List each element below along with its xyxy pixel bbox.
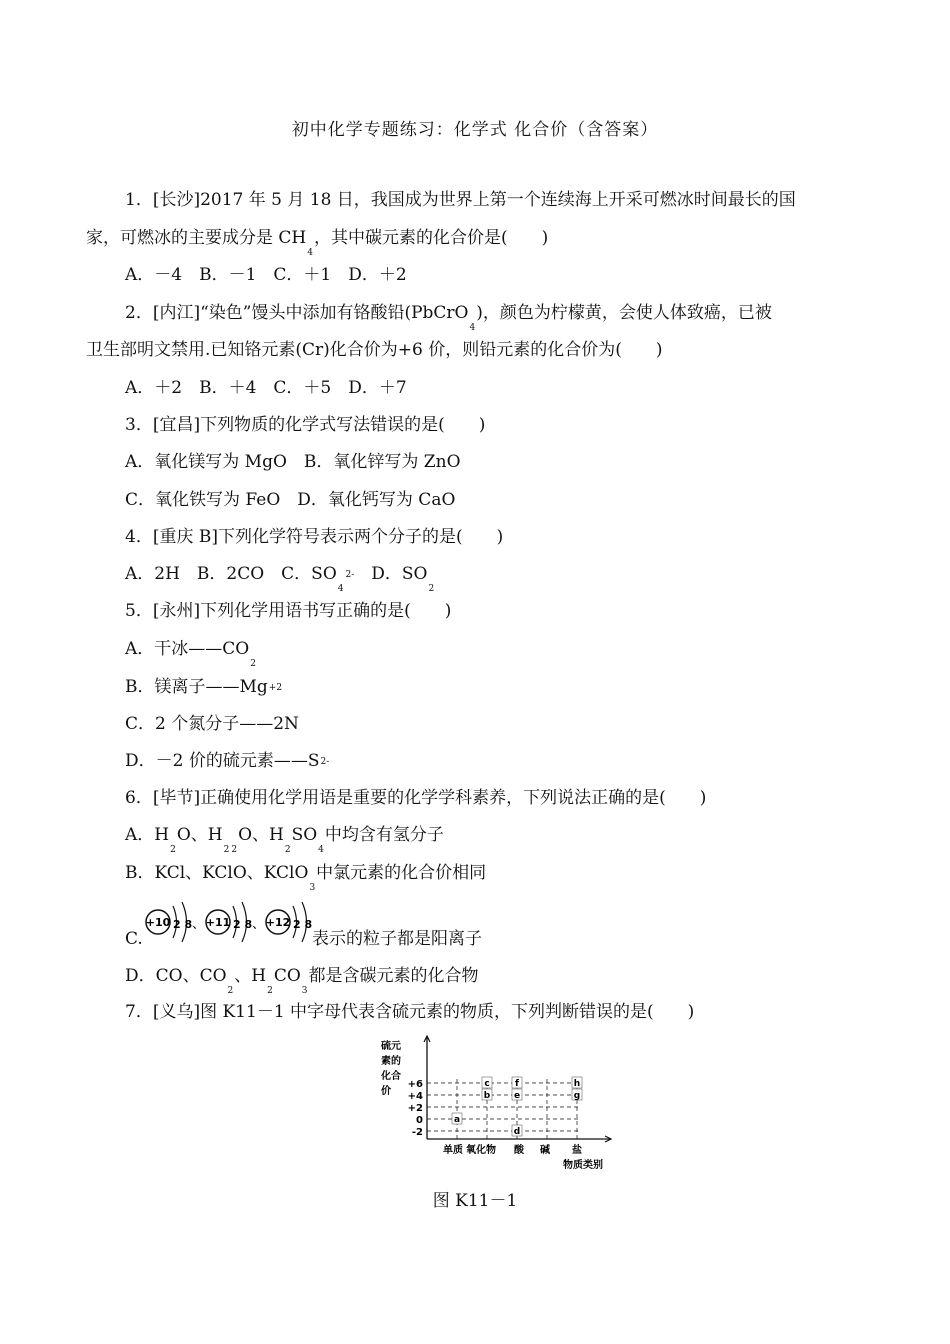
y-tick-label: -2: [411, 1127, 423, 1138]
x-category-label: 盐: [572, 1145, 582, 1156]
q2-line2: 卫生部明文禁用.已知铬元素(Cr)化合价为+6 价，则铅元素的化合价为( ): [86, 340, 663, 360]
y-tick-label: +4: [407, 1091, 423, 1102]
q2-options: A．＋2 B．＋4 C．＋5 D．＋7: [125, 378, 407, 398]
q5-option-c: C．2 个氮分子——2N: [125, 714, 299, 734]
q6-option-b: B．KCl、KClO、KClO$_3$中氯元素的化合价相同: [125, 863, 487, 893]
point-label-h: h: [573, 1079, 581, 1089]
shell-electrons-2: 2 8: [233, 918, 253, 931]
separator-2: 、: [252, 917, 266, 932]
sulfur-valence-chart: [375, 1035, 625, 1175]
q2-line1: 2．[内江]“染色”馒头中添加有铬酸铅(PbCrO$_4$)，颜色为柠檬黄，会使人体致癌，已被: [125, 303, 772, 333]
shell-electrons-1: 2 8: [173, 918, 193, 931]
q6-option-c-label: C.: [125, 929, 143, 949]
atom-diagram-2: [206, 902, 252, 942]
y-tick-label: +2: [407, 1103, 423, 1114]
q7-stem: 7．[义乌]图 K11－1 中字母代表含硫元素的物质，下列判断错误的是( ): [125, 1002, 695, 1022]
q1-options: A．－4 B．－1 C．＋1 D．＋2: [125, 265, 407, 285]
x-category-label: 酸: [514, 1145, 524, 1156]
q6-option-d: D．CO、$CO_2$、$H_2CO_3$都是含碳元素的化合物: [125, 966, 479, 996]
q1-line1: 1．[长沙]2017 年 5 月 18 日，我国成为世界上第一个连续海上开采可燃冰时间最长的国: [125, 190, 796, 210]
point-label-g: g: [573, 1091, 581, 1101]
q4-stem: 4．[重庆 B]下列化学符号表示两个分子的是( ): [125, 527, 504, 547]
q5-option-d: D．－2 价的硫元素——S2-: [125, 751, 330, 771]
q6-option-c-text: 表示的粒子都是阳离子: [312, 929, 482, 949]
atom-diagram-1: [146, 902, 192, 942]
y-tick-label: 0: [416, 1115, 423, 1126]
q3-stem: 3．[宜昌]下列物质的化学式写法错误的是( ): [125, 415, 486, 435]
point-label-f: f: [515, 1079, 519, 1089]
point-label-a: a: [453, 1115, 461, 1125]
q6-option-a: A．$H_2O$、$H_2$ $_2$O、$H_2SO_4$中均含有氢分子: [125, 825, 444, 855]
y-tick-label: +6: [407, 1079, 423, 1090]
atom-structure-diagrams: [140, 898, 320, 943]
figure-caption: 图 K11－1: [432, 1191, 518, 1211]
shell-electrons-3: 2 8: [293, 918, 313, 931]
page-title: 初中化学专题练习：化学式 化合价（含答案）: [291, 120, 659, 140]
q5-stem: 5．[永州]下列化学用语书写正确的是( ): [125, 601, 452, 621]
point-label-b: b: [483, 1091, 491, 1101]
y-axis-label-part: 化合: [381, 1071, 401, 1082]
x-category-label: 单质: [443, 1145, 463, 1156]
atom-diagram-3: [266, 902, 312, 942]
separator-1: 、: [192, 917, 206, 932]
q5-option-b: B．镁离子——Mg+2: [125, 677, 283, 697]
point-label-e: e: [513, 1091, 521, 1101]
nucleus-label-1: +10: [145, 916, 171, 929]
y-axis-label-part: 硫元: [381, 1041, 401, 1052]
nucleus-label-2: +11: [205, 916, 231, 929]
q1-line2: 家，可燃冰的主要成分是 $CH_4$，其中碳元素的化合价是( ): [86, 228, 549, 258]
point-label-c: c: [484, 1079, 490, 1089]
q5-option-a: A．干冰$——CO_2$: [125, 639, 256, 669]
nucleus-label-3: +12: [265, 916, 291, 929]
x-category-label: 氧化物: [466, 1145, 496, 1156]
y-axis-label-part: 素的: [381, 1056, 401, 1067]
x-axis-label: 物质类别: [563, 1160, 603, 1171]
q3-options-ab: A．氧化镁写为 MgO B．氧化锌写为 ZnO: [125, 452, 461, 472]
q3-options-cd: C．氧化铁写为 FeO D．氧化钙写为 CaO: [125, 490, 456, 510]
q6-stem: 6．[毕节]正确使用化学用语是重要的化学学科素养，下列说法正确的是( ): [125, 788, 707, 808]
q4-options: A．2H B．2CO C．$SO_42-$ D．$SO_2$: [125, 564, 435, 594]
y-axis-label-part: 价: [381, 1086, 391, 1097]
x-category-label: 碱: [540, 1145, 550, 1156]
point-label-d: d: [513, 1127, 521, 1137]
